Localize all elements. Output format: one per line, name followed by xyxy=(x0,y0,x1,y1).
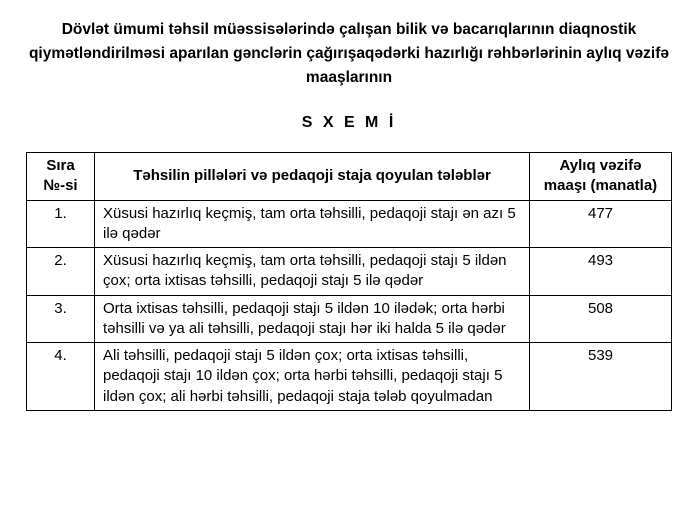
row-salary-cell: 493 xyxy=(530,248,672,296)
header-cell-requirements: Təhsilin pillələri və pedaqoji staja qoyulan tələblər xyxy=(95,153,530,201)
table-header-row xyxy=(27,153,672,201)
scheme-heading: S X E M İ xyxy=(301,114,397,132)
page-title: Dövlət ümumi təhsil müəssisələrində çalışan bilik və bacarıqlarının diaqnostik qiymətləndirilməsi aparılan gənclərin çağırışaqədərki hazırlığı rəhbərlərinin aylıq vəzifə maaşlarının xyxy=(28,21,670,87)
row-description-cell: Xüsusi hazırlıq keçmiş, tam orta təhsilli, pedaqoji stajı 5 ildən çox; orta ixtisas təhsilli, pedaqoji stajı 5 ilə qədər xyxy=(95,248,530,296)
row-salary-cell: 508 xyxy=(530,295,672,343)
row-description-cell: Ali təhsilli, pedaqoji stajı 5 ildən çox; orta ixtisas təhsilli, pedaqoji stajı 10 ildən çox; orta hərbi təhsilli, pedaqoji stajı 5 ildən çox; ali hərbi təhsilli, pedaqoji staja tələb qoyulmadan xyxy=(95,343,530,411)
table-row xyxy=(27,295,672,343)
row-number-cell: 4. xyxy=(27,343,95,411)
salary-table xyxy=(26,152,672,411)
row-number-cell: 2. xyxy=(27,248,95,296)
table-row xyxy=(27,343,672,411)
header-cell-number: Sıra №-si xyxy=(27,153,95,201)
table-row xyxy=(27,200,672,248)
row-salary-cell: 539 xyxy=(530,343,672,411)
row-salary-cell: 477 xyxy=(530,200,672,248)
header-cell-salary: Aylıq vəzifə maaşı (manatla) xyxy=(530,153,672,201)
row-description-cell: Xüsusi hazırlıq keçmiş, tam orta təhsilli, pedaqoji stajı ən azı 5 ilə qədər xyxy=(95,200,530,248)
row-number-cell: 1. xyxy=(27,200,95,248)
row-description-cell: Orta ixtisas təhsilli, pedaqoji stajı 5 ildən 10 ilədək; orta hərbi təhsilli və ya ali təhsilli, pedaqoji stajı hər iki halda 5 ilə qədər xyxy=(95,295,530,343)
row-number-cell: 3. xyxy=(27,295,95,343)
table-row xyxy=(27,248,672,296)
